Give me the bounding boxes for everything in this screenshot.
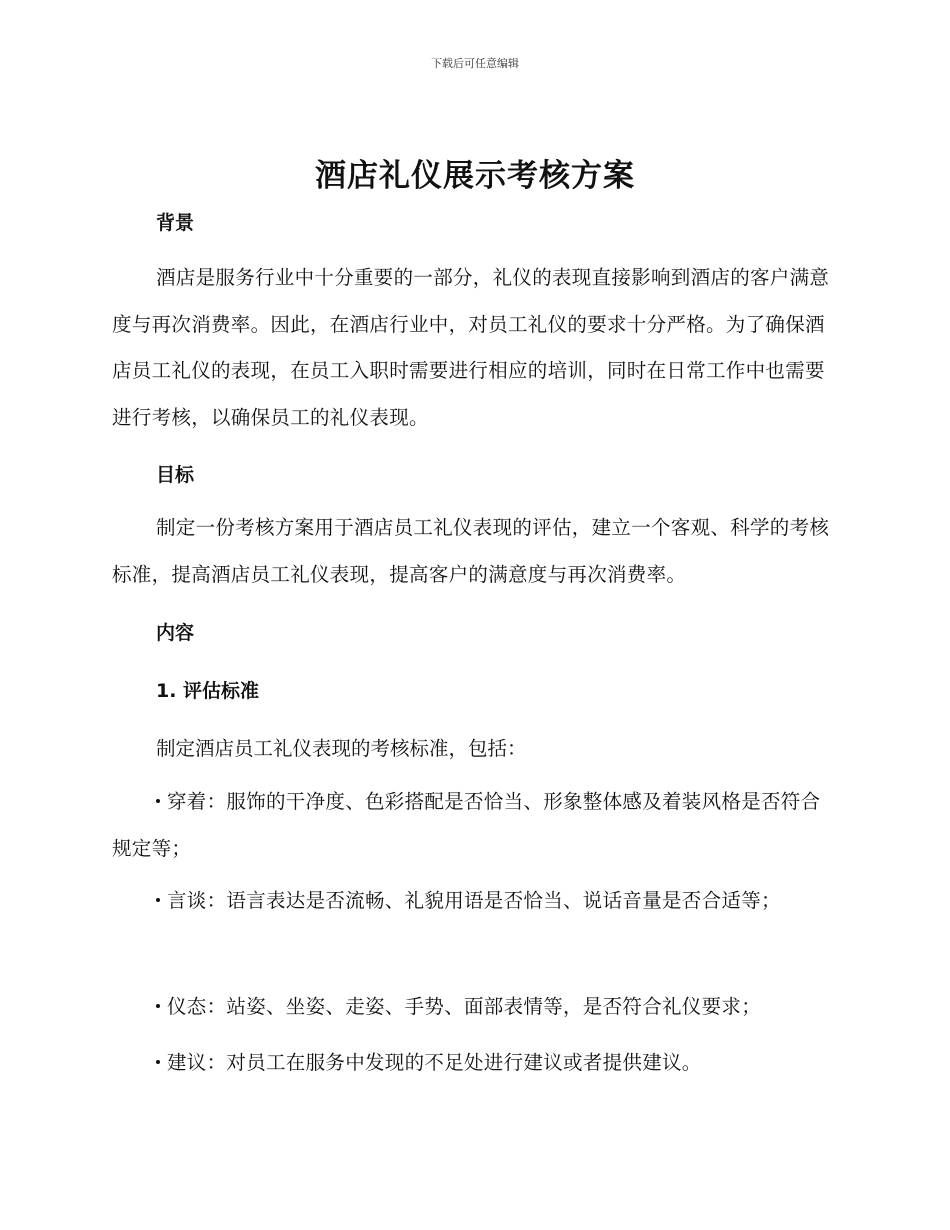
- list-item-text: 言谈：语言表达是否流畅、礼貌用语是否恰当、说话音量是否合适等；: [167, 889, 781, 912]
- paragraph-background: 酒店是服务行业中十分重要的一部分，礼仪的表现直接影响到酒店的客户满意度与再次消费率。因此，在酒店行业中，对员工礼仪的要求十分严格。为了确保酒店员工礼仪的表现，在员工入职时需要进行相应的培训，同时在日常工作中也需要进行考核，以确保员工的礼仪表现。: [112, 266, 830, 429]
- document-title: 酒店礼仪展示考核方案: [315, 158, 635, 194]
- list-item: [112, 779, 832, 872]
- bullet-icon: [156, 799, 160, 803]
- heading-content: 内容: [156, 622, 195, 644]
- paragraph-goal: 制定一份考核方案用于酒店员工礼仪表现的评估，建立一个客观、科学的考核标准，提高酒店员工礼仪表现，提高客户的满意度与再次消费率。: [112, 516, 830, 586]
- criteria-intro: 制定酒店员工礼仪表现的考核标准，包括：: [156, 737, 527, 760]
- list-item-text: 仪态：站姿、坐姿、走姿、手势、面部表情等，是否符合礼仪要求；: [167, 995, 762, 1018]
- bullet-icon: [156, 898, 160, 902]
- bullet-icon: [156, 1004, 160, 1008]
- list-item: [112, 984, 832, 1031]
- header-note: 下载后可任意编辑: [431, 57, 519, 70]
- subheading-criteria: 1. 评估标准: [156, 680, 260, 702]
- list-item: [112, 878, 832, 925]
- heading-goal: 目标: [156, 464, 195, 486]
- heading-background: 背景: [156, 212, 195, 234]
- list-item-text: 穿着：服饰的干净度、色彩搭配是否恰当、形象整体感及着装风格是否符合规定等；: [112, 790, 821, 860]
- list-item-text: 建议：对员工在服务中发现的不足处进行建议或者提供建议。: [167, 1051, 702, 1074]
- bullet-icon: [156, 1060, 160, 1064]
- list-item: [112, 1040, 832, 1087]
